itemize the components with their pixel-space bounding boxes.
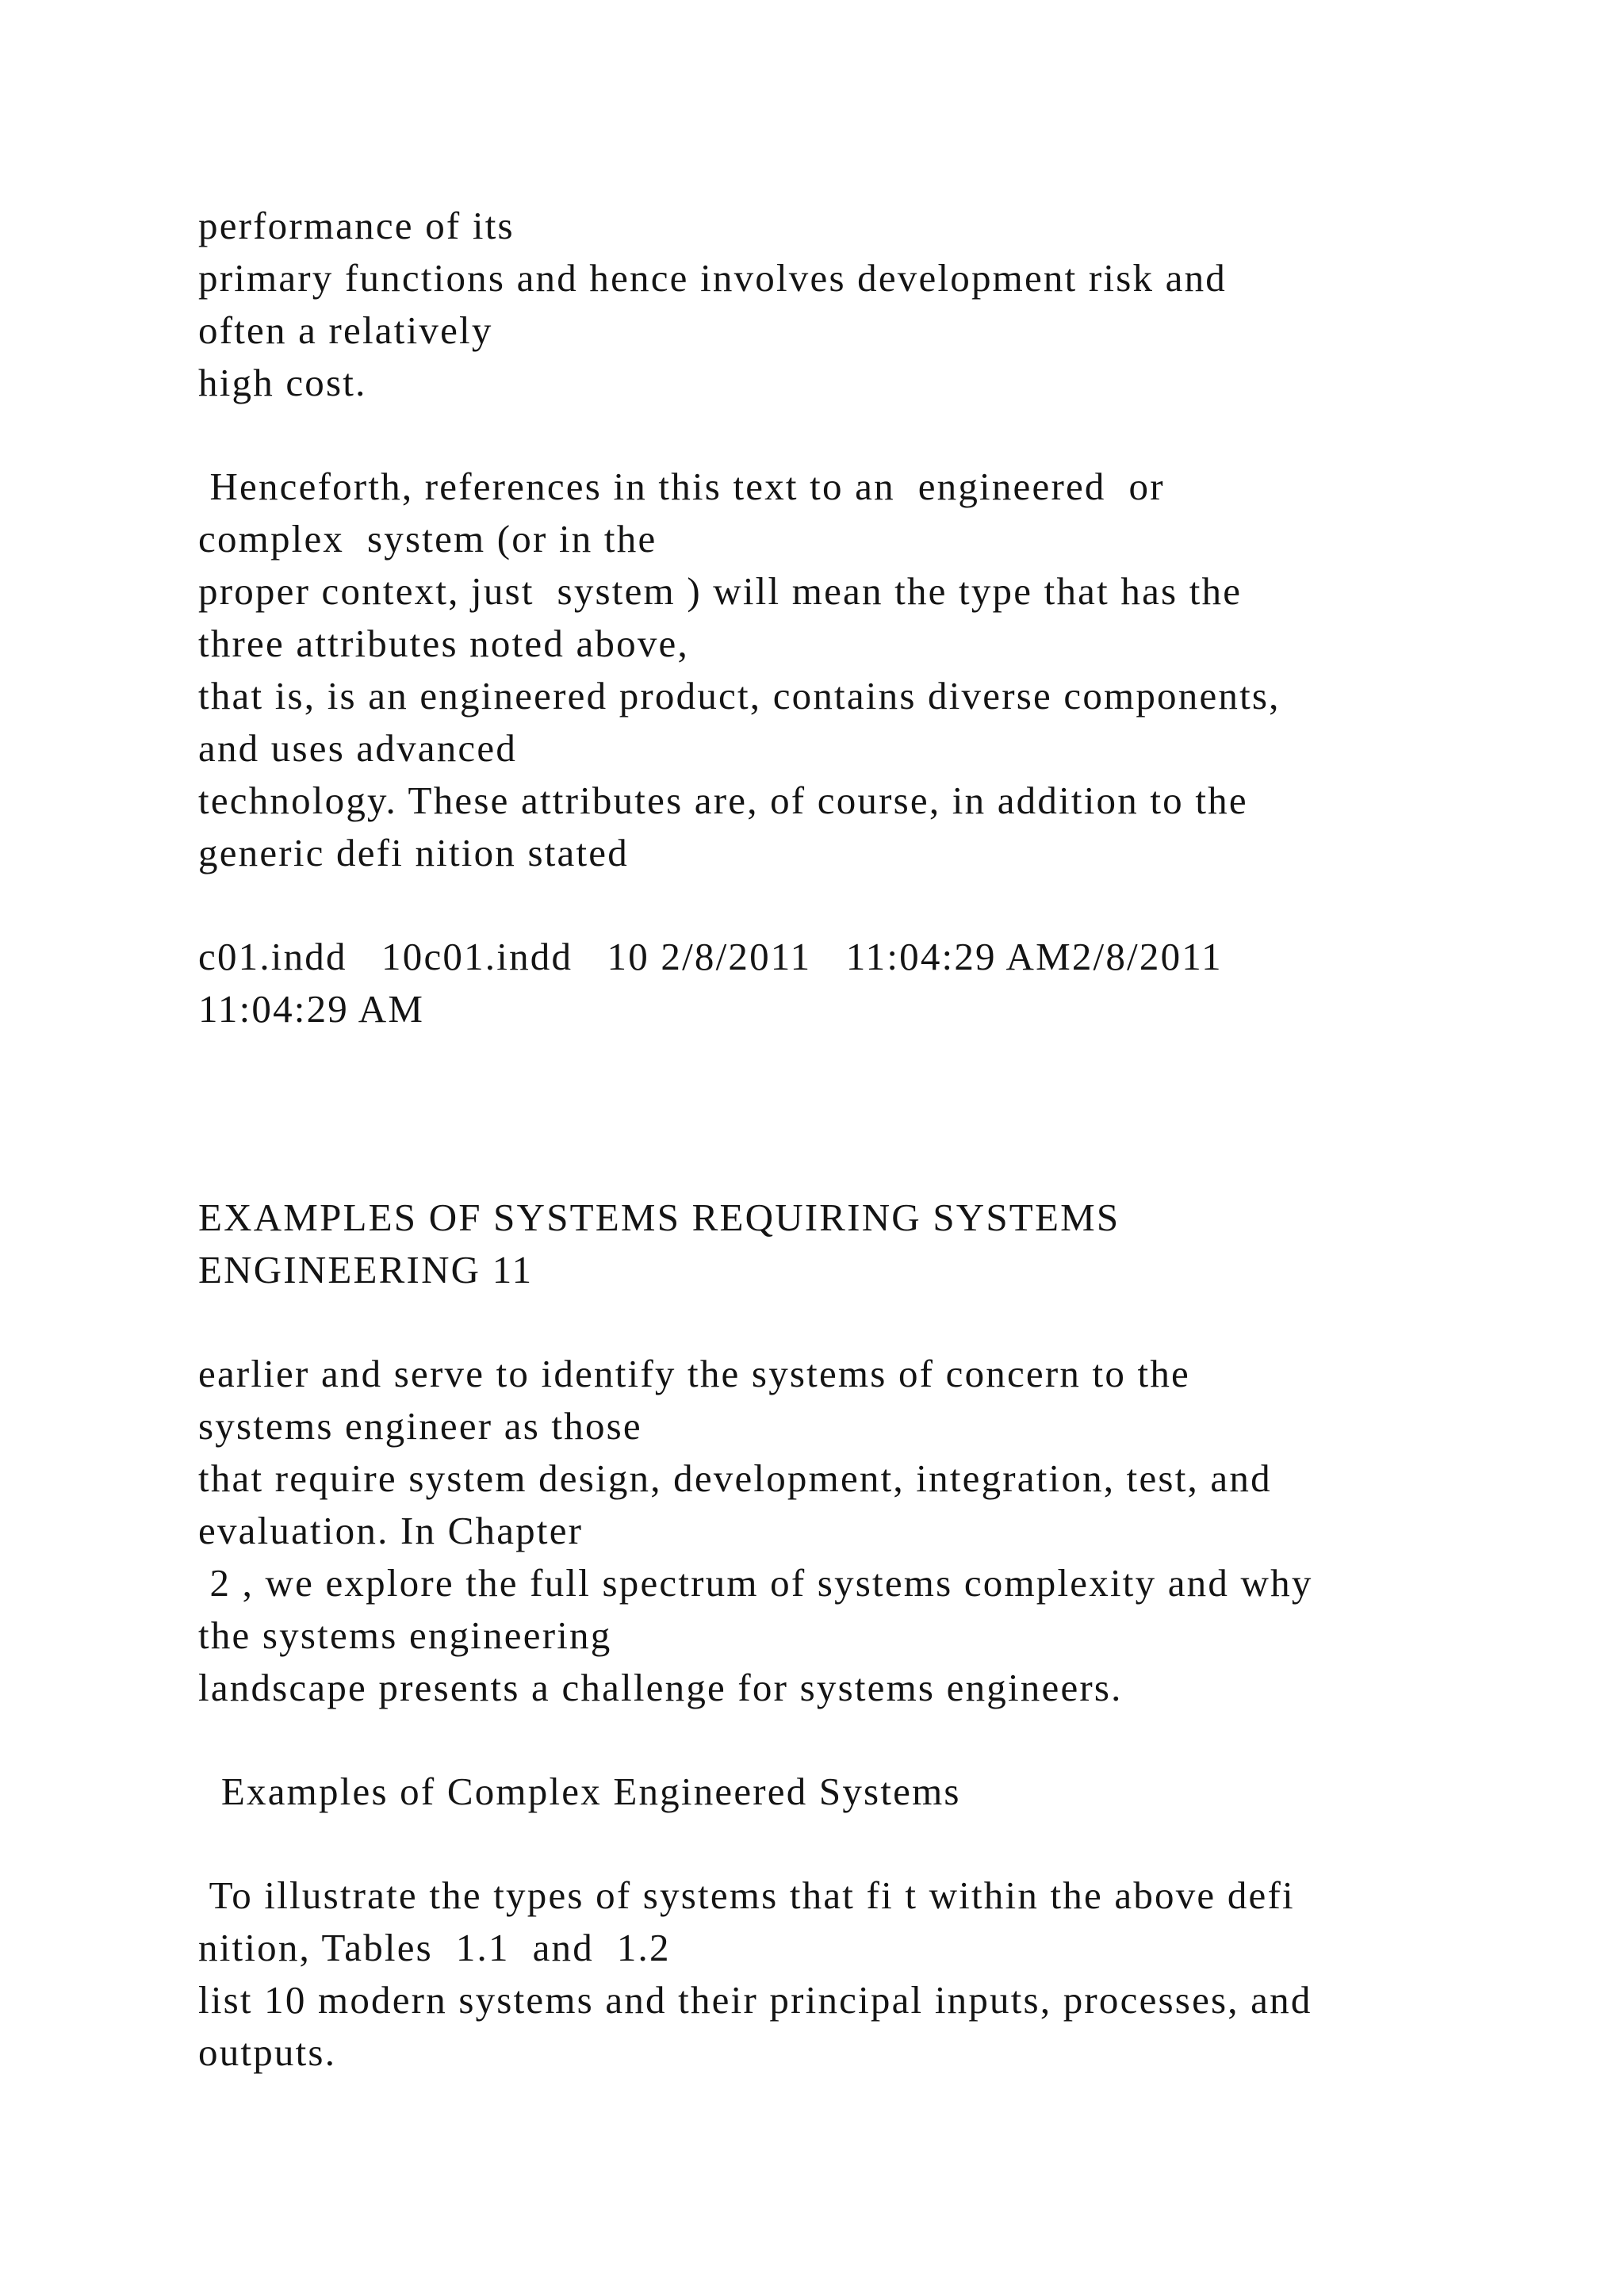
running-header: ENGINEERING 11 [198,1248,534,1292]
text-line: high cost. [198,361,367,404]
text-line: 2 , we explore the full spectrum of systems complexity and why [198,1561,1313,1605]
text-line: and uses advanced [198,726,518,770]
text-line: outputs. [198,2030,337,2074]
text-line: technology. These attributes are, of course, in addition to the [198,779,1248,822]
text-line: Henceforth, references in this text to an engineered or [198,465,1165,508]
text-line: that is, is an engineered product, contains diverse components, [198,674,1281,718]
file-stamp-line: 11:04:29 AM [198,987,425,1031]
text-line: complex system (or in the [198,517,657,561]
text-line: the systems engineering [198,1613,612,1657]
text-line: performance of its [198,204,515,247]
text-line: earlier and serve to identify the systems of concern to the [198,1352,1190,1395]
text-line: three attributes noted above, [198,622,689,665]
text-line: landscape presents a challenge for systems engineers. [198,1666,1123,1709]
text-line: that require system design, development, integration, test, and [198,1456,1272,1500]
text-line: primary functions and hence involves development risk and [198,256,1227,300]
file-stamp-line: c01.indd 10c01.indd 10 2/8/2011 11:04:29 AM2/8/2011 [198,935,1223,978]
text-line: systems engineer as those [198,1404,642,1448]
section-heading: Examples of Complex Engineered Systems [198,1770,961,1813]
text-line: generic defi nition stated [198,831,629,874]
text-line: often a relatively [198,308,493,352]
text-line: evaluation. In Chapter [198,1509,584,1552]
running-header: EXAMPLES OF SYSTEMS REQUIRING SYSTEMS [198,1196,1120,1239]
text-line: nition, Tables 1.1 and 1.2 [198,1926,671,1969]
text-line: To illustrate the types of systems that fi t within the above defi [198,1873,1295,1917]
text-line: proper context, just system ) will mean the type that has the [198,569,1243,613]
text-line: list 10 modern systems and their principal inputs, processes, and [198,1978,1312,2022]
